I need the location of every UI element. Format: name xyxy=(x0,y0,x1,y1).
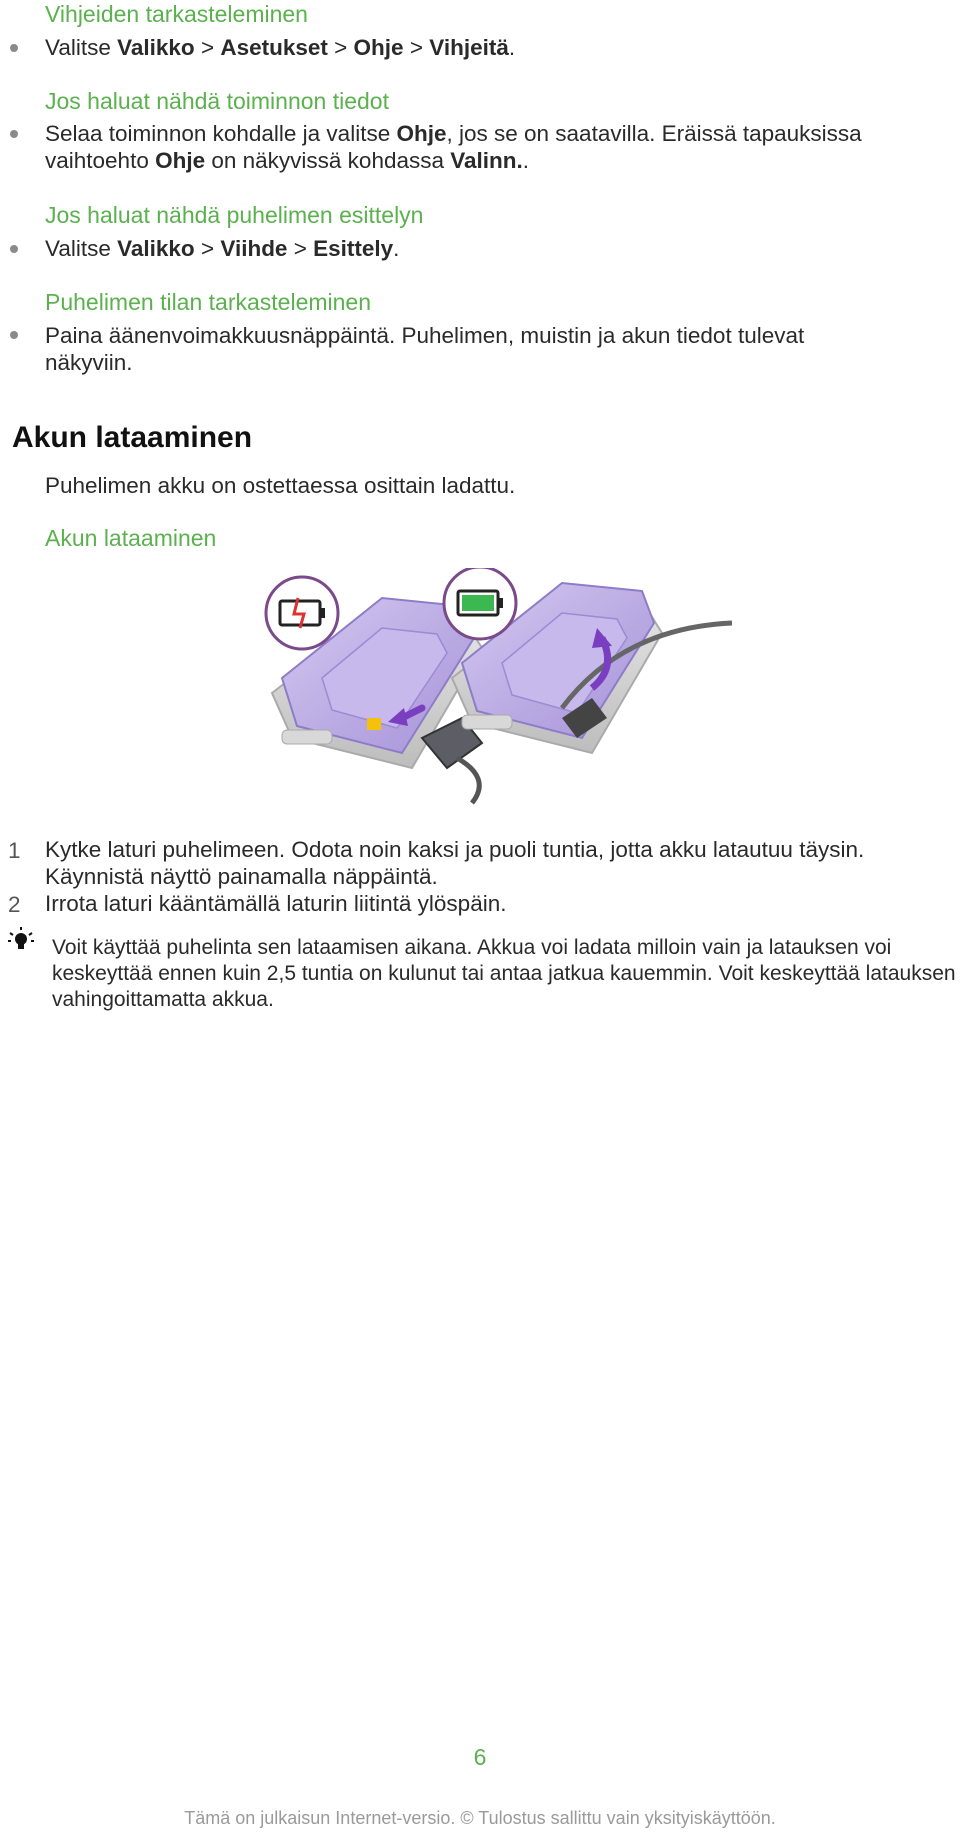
bullet xyxy=(10,130,18,138)
charging-illustration xyxy=(262,568,742,808)
step-text: Irrota laturi kääntämällä laturin liitintä ylöspäin. xyxy=(45,891,507,916)
instruction-demo: Valitse Valikko > Viihde > Esittely. xyxy=(45,236,400,261)
section-heading-function-info: Jos haluat nähdä toiminnon tiedot xyxy=(45,88,389,114)
bullet xyxy=(10,44,18,52)
battery-charging-icon xyxy=(266,577,338,649)
bullet xyxy=(10,331,18,339)
instruction-tips: Valitse Valikko > Asetukset > Ohje > Vihjeitä. xyxy=(45,35,516,60)
section-intro: Puhelimen akku on ostettaessa osittain ladattu. xyxy=(45,473,516,498)
bullet xyxy=(10,245,18,253)
battery-full-icon xyxy=(444,568,516,639)
instruction-function-info: Selaa toiminnon kohdalle ja valitse Ohje, jos se on saatavilla. Eräissä tapauksissa vaihtoehto Ohje on näkyvissä kohdassa Valinn.. xyxy=(45,121,862,173)
illustration-heading: Akun lataaminen xyxy=(45,525,217,551)
section-heading-tips: Vihjeiden tarkasteleminen xyxy=(45,1,308,27)
page-number: 6 xyxy=(473,1744,487,1770)
step-number: 1 xyxy=(8,838,21,863)
section-heading-demo: Jos haluat nähdä puhelimen esittelyn xyxy=(45,202,424,228)
tip-text: Voit käyttää puhelinta sen lataamisen aikana. Akkua voi ladata milloin vain ja latauksen voi keskeyttää ennen kuin 2,5 tuntia on kulunut tai antaa jatkua kauemmin. Voit keskeyttää latauksen vahingoittamatta akkua. xyxy=(52,936,956,1011)
step-number: 2 xyxy=(8,892,21,917)
step-text: Kytke laturi puhelimeen. Odota noin kaksi ja puoli tuntia, jotta akku latautuu täysin. Käynnistä näyttö painamalla näppäintä. xyxy=(45,837,865,889)
lightbulb-icon xyxy=(6,925,36,955)
instruction-phone-status: Paina äänenvoimakkuusnäppäintä. Puhelimen, muistin ja akun tiedot tulevat näkyviin. xyxy=(45,323,805,375)
footer-note: Tämä on julkaisun Internet-versio. © Tulostus sallittu vain yksityiskäyttöön. xyxy=(184,1808,776,1828)
section-heading-phone-status: Puhelimen tilan tarkasteleminen xyxy=(45,289,372,315)
section-title: Akun lataaminen xyxy=(12,421,253,454)
